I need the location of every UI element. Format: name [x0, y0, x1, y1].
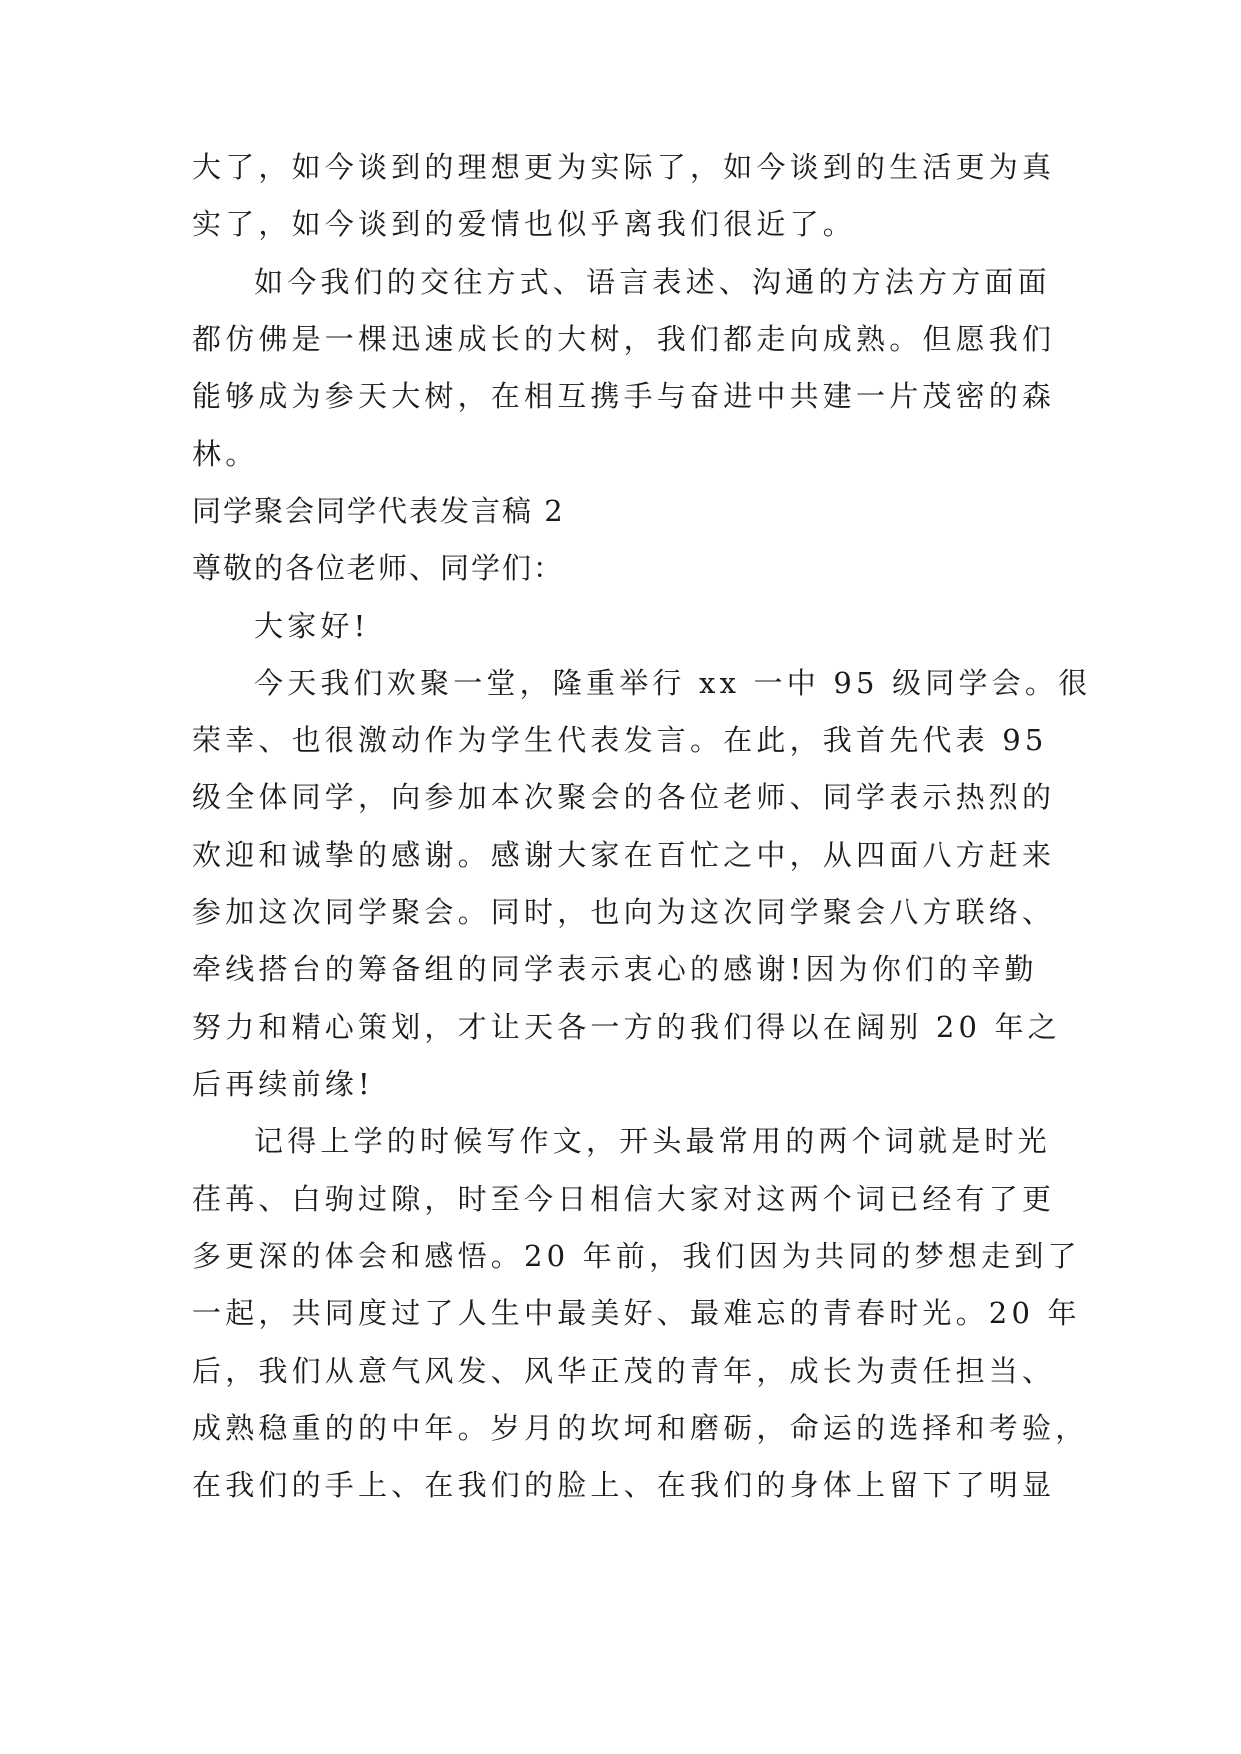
paragraph-line: 林。 — [192, 437, 259, 471]
paragraph-line: 后再续前缘! — [192, 1067, 374, 1101]
paragraph-line: 成熟稳重的的中年。岁月的坎坷和磨砺，命运的选择和考验， — [192, 1411, 1089, 1445]
paragraph-line: 荣幸、也很激动作为学生代表发言。在此，我首先代表 95 — [192, 723, 1048, 757]
paragraph-line: 都仿佛是一棵迅速成长的大树，我们都走向成熟。但愿我们 — [192, 322, 1056, 356]
paragraph-line: 牵线搭台的筹备组的同学表示衷心的感谢!因为你们的辛勤 — [192, 952, 1038, 986]
paragraph-line: 在我们的手上、在我们的脸上、在我们的身体上留下了明显 — [192, 1468, 1056, 1502]
salutation: 尊敬的各位老师、同学们： — [192, 551, 565, 585]
paragraph-line: 努力和精心策划，才让天各一方的我们得以在阔别 20 年之 — [192, 1010, 1061, 1044]
paragraph-line: 后，我们从意气风发、风华正茂的青年，成长为责任担当、 — [192, 1354, 1056, 1388]
paragraph-line: 一起，共同度过了人生中最美好、最难忘的青春时光。20 年 — [192, 1296, 1081, 1330]
paragraph-line: 记得上学的时候写作文，开头最常用的两个词就是时光 — [254, 1124, 1051, 1158]
paragraph-line: 级全体同学，向参加本次聚会的各位老师、同学表示热烈的 — [192, 780, 1056, 814]
section-title: 同学聚会同学代表发言稿 2 — [192, 494, 565, 528]
paragraph-line: 能够成为参天大树，在相互携手与奋进中共建一片茂密的森 — [192, 379, 1056, 413]
greeting: 大家好! — [254, 609, 370, 643]
paragraph-line: 荏苒、白驹过隙，时至今日相信大家对这两个词已经有了更 — [192, 1182, 1056, 1216]
paragraph-line: 今天我们欢聚一堂，隆重举行 xx 一中 95 级同学会。很 — [254, 666, 1092, 700]
paragraph-line: 如今我们的交往方式、语言表述、沟通的方法方方面面 — [254, 265, 1051, 299]
paragraph-line: 多更深的体会和感悟。20 年前，我们因为共同的梦想走到了 — [192, 1239, 1081, 1273]
paragraph-line: 大了，如今谈到的理想更为实际了，如今谈到的生活更为真 — [192, 150, 1056, 184]
paragraph-line: 欢迎和诚挚的感谢。感谢大家在百忙之中，从四面八方赶来 — [192, 838, 1056, 872]
paragraph-line: 参加这次同学聚会。同时，也向为这次同学聚会八方联络、 — [192, 895, 1056, 929]
paragraph-line: 实了，如今谈到的爱情也似乎离我们很近了。 — [192, 207, 857, 241]
